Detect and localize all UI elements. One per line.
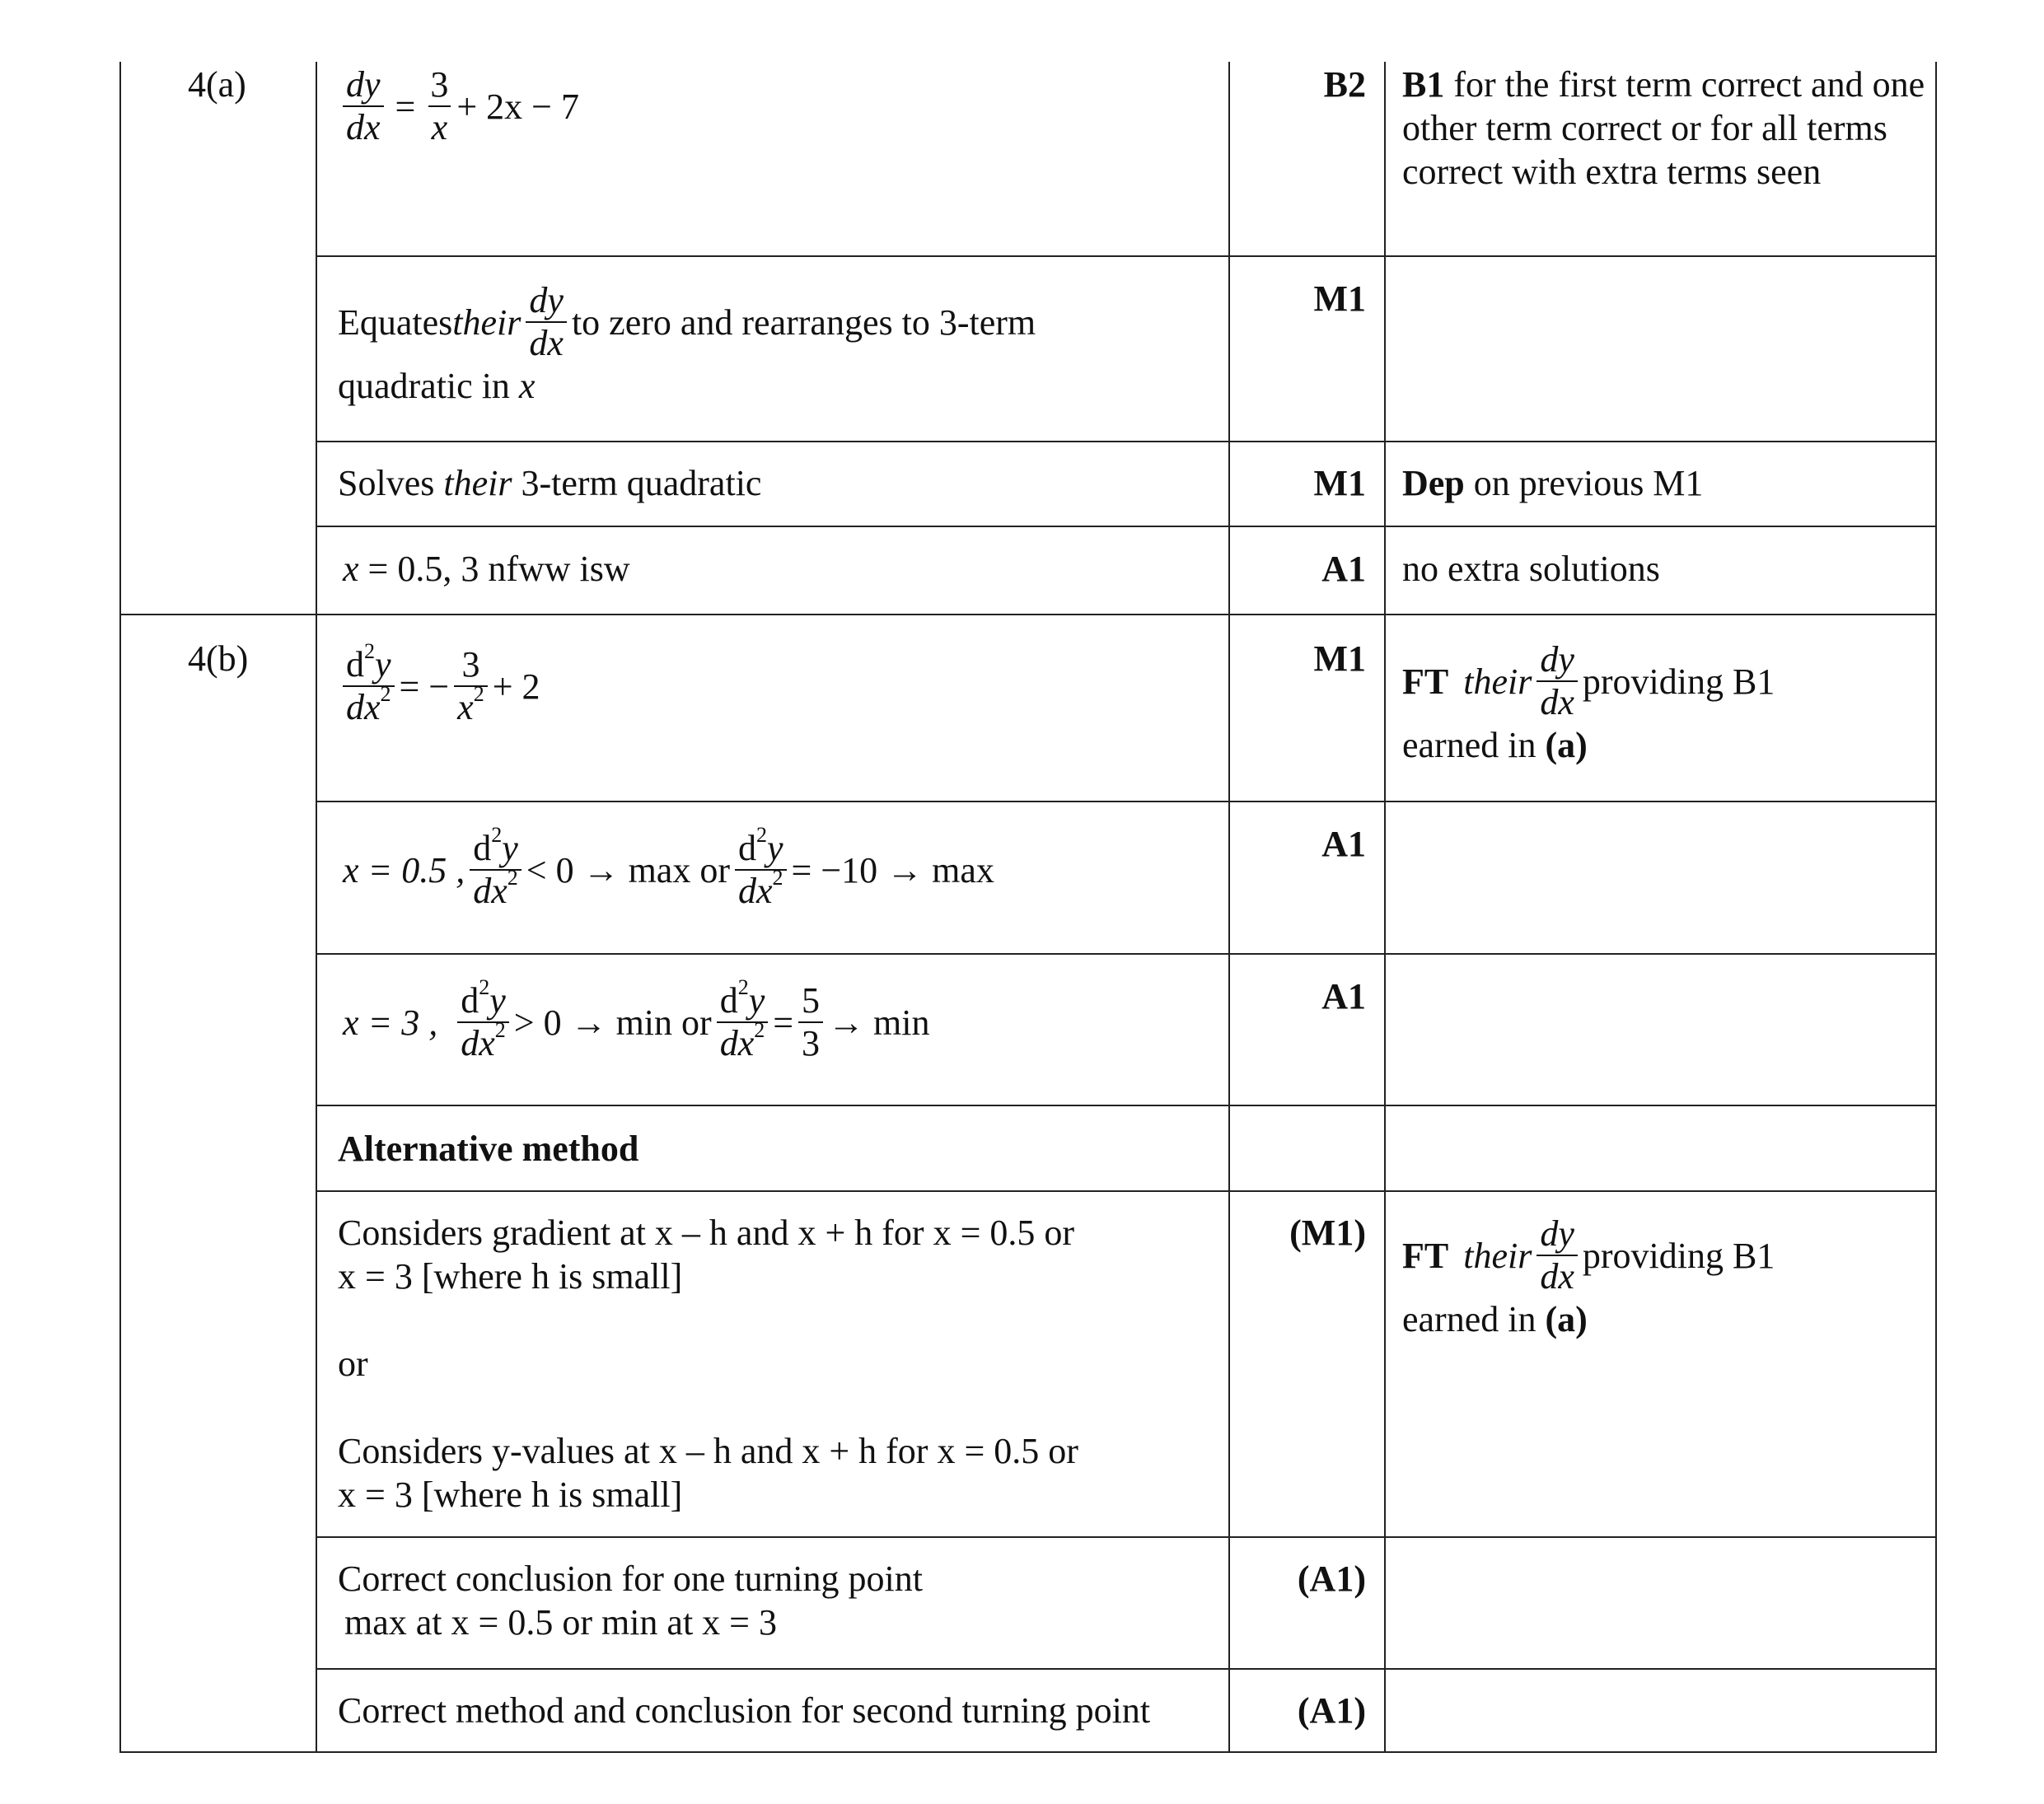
answer-cell: x = 0.5, 3 nfww isw bbox=[343, 549, 630, 589]
question-number: 4(a) bbox=[188, 64, 246, 105]
mark-cell: M1 bbox=[1313, 638, 1366, 679]
row-divider bbox=[316, 1668, 1937, 1670]
column-divider bbox=[316, 62, 317, 1753]
column-divider bbox=[1228, 62, 1230, 1753]
row-divider bbox=[316, 801, 1937, 802]
answer-cell: Equates their $\frac{dy}{dx}$ to zero and rearranges to 3-term quadratic in x bbox=[338, 280, 1036, 406]
guidance-cell: Dep on previous M1 bbox=[1402, 463, 1704, 503]
row-divider bbox=[316, 255, 1937, 257]
answer-cell bbox=[338, 63, 579, 148]
question-number: 4(b) bbox=[188, 638, 249, 679]
alternative-method-heading: Alternative method bbox=[338, 1129, 639, 1169]
row-divider bbox=[119, 614, 1937, 615]
table-left-border bbox=[119, 62, 121, 1753]
mark-cell: M1 bbox=[1313, 463, 1366, 503]
row-divider bbox=[316, 1190, 1937, 1192]
guidance-cell: B1 for the first term correct and one other term correct or for all terms correct with extra terms seen bbox=[1402, 64, 1925, 192]
mark-cell: (M1) bbox=[1289, 1213, 1366, 1253]
mark-cell: B2 bbox=[1323, 64, 1366, 105]
answer-cell: Correct conclusion for one turning point max at x = 0.5 or min at x = 3 bbox=[338, 1559, 923, 1643]
answer-cell: Considers gradient at x – h and x + h for x = 0.5 or x = 3 [where h is small] or Considers y-values at x – h and x + h for x = 0.5 or x = 3 [where h is small] bbox=[338, 1213, 1078, 1515]
mark-cell: A1 bbox=[1321, 976, 1366, 1017]
row-divider bbox=[316, 1105, 1937, 1106]
row-divider bbox=[316, 1536, 1937, 1538]
table-bottom-border bbox=[119, 1751, 1937, 1753]
guidance-cell: FT their $\frac{dy}{dx}$ providing B1 earned in (a) bbox=[1402, 639, 1775, 765]
guidance-cell: FT their $\frac{dy}{dx}$ providing B1 earned in (a) bbox=[1402, 1213, 1775, 1339]
mark-cell: M1 bbox=[1313, 278, 1366, 319]
row-divider bbox=[316, 953, 1937, 955]
answer-cell bbox=[338, 639, 540, 728]
answer-cell: x = 0.5 , $\frac{d^2y}{dx^2}$ < 0 → max or $\frac{d^2y}{dx^2}$ = −10 → max bbox=[343, 823, 994, 911]
mark-cell: A1 bbox=[1321, 824, 1366, 864]
table-right-border bbox=[1935, 62, 1937, 1753]
mark-cell: A1 bbox=[1321, 549, 1366, 589]
guidance-cell: no extra solutions bbox=[1402, 549, 1660, 589]
answer-cell: x = 3 , $\frac{d^2y}{dx^2}$ > 0 → min or $\frac{d^2y}{dx^2}$ = $\frac{5}{3}$ → min bbox=[343, 975, 930, 1063]
column-divider bbox=[1384, 62, 1386, 1753]
mark-cell: (A1) bbox=[1297, 1559, 1366, 1599]
second-derivative-expression: $\frac{d^2y}{dx^2}$ = − $\frac{3}{x^2}$ + 2 bbox=[338, 644, 540, 728]
row-divider bbox=[316, 526, 1937, 527]
answer-cell: Correct method and conclusion for second turning point bbox=[338, 1690, 1151, 1731]
row-divider bbox=[316, 441, 1937, 442]
mark-cell: (A1) bbox=[1297, 1690, 1366, 1731]
derivative-expression: $\frac{dy}{dx}$ = $\frac{3}{x}$ + 2x − 7 bbox=[338, 64, 579, 148]
answer-cell: Solves their 3-term quadratic bbox=[338, 463, 762, 503]
